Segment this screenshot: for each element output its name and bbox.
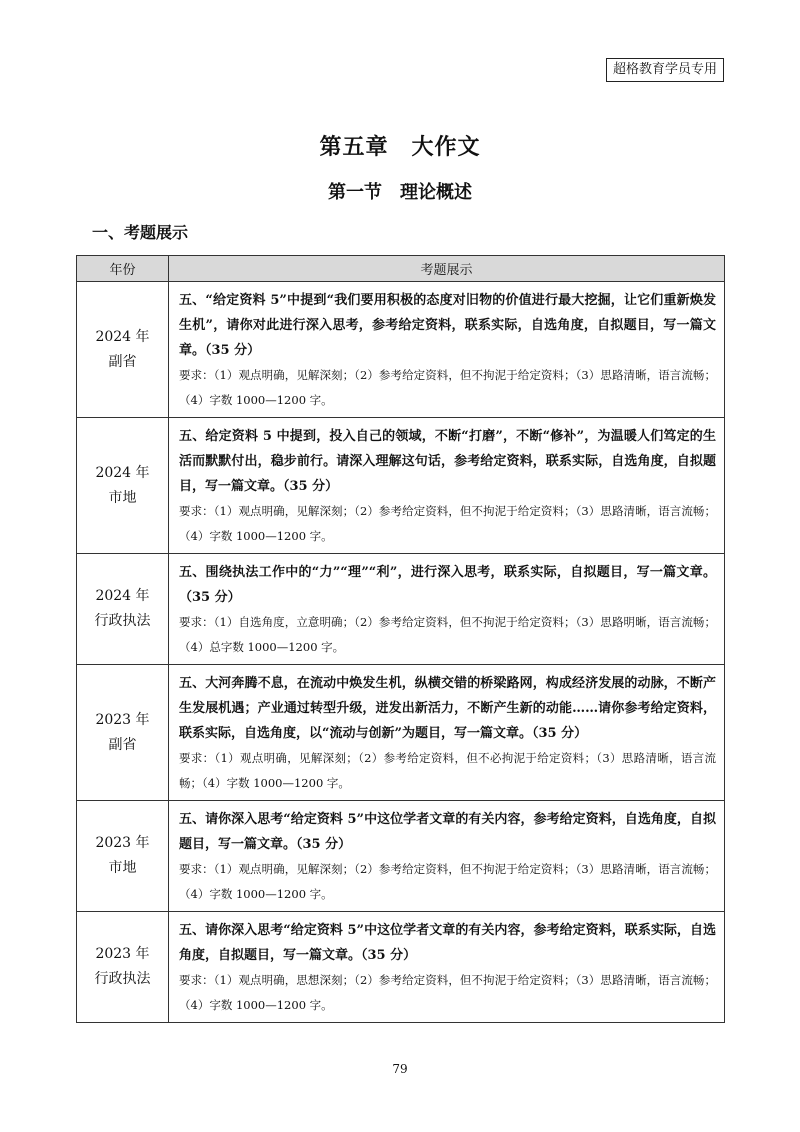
question-text: 五、请你深入思考“给定资料 5”中这位学者文章的有关内容，参考给定资料，自选角度，自拟题目，写一篇文章。（35 分） [179,812,716,852]
content-cell [169,554,725,665]
year-label: 2023 年 [95,835,150,851]
category-label: 副省 [108,353,137,370]
category-label: 市地 [108,489,137,506]
year-label: 2024 年 [95,464,150,481]
requirements-text: 要求：（1）观点明确，思想深刻；（2）参考给定资料，但不拘泥于给定资料；（3）思路清晰，语言流畅；（4）字数 1000—1200 字。 [179,973,716,1012]
table-row [77,801,725,912]
requirements-text: 要求：（1）观点明确，见解深刻；（2）参考给定资料，但不拘泥于给定资料；（3）思路清晰，语言流畅；（4）字数 1000—1200 字。 [179,504,716,543]
year-cell [77,554,169,665]
header-content: 考题展示 [169,256,725,282]
content-cell [169,282,725,418]
content-cell [169,418,725,554]
question-text: 五、围绕执法工作中的“力”“理”“利”，进行深入思考，联系实际，自拟题目，写一篇文章。（35 分） [179,565,716,605]
year-label: 2024 年 [95,328,150,345]
question-text: 五、“给定资料 5”中提到“我们要用积极的态度对旧物的价值进行最大挖掘，让它们重新焕发生机”，请你对此进行深入思考，参考给定资料，联系实际，自选角度，自拟题目，写一篇文章。（35 分） [179,293,716,358]
category-label: 行政执法 [94,613,151,629]
year-label: 2023 年 [95,711,150,728]
category-label: 市地 [108,860,137,876]
table-row [77,912,725,1023]
requirements-text: 要求：（1）观点明确，见解深刻；（2）参考给定资料，但不拘泥于给定资料；（3）思路清晰，语言流畅；（4）字数 1000—1200 字。 [179,862,716,901]
table-row [77,665,725,801]
table-row [77,554,725,665]
year-cell [77,912,169,1023]
requirements-text: 要求：（1）观点明确，见解深刻；（2）参考给定资料，但不必拘泥于给定资料；（3）思路清晰，语言流畅；（4）字数 1000—1200 字。 [179,751,716,790]
requirements-text: 要求：（1）自选角度，立意明确；（2）参考给定资料，但不拘泥于给定资料；（3）思路明晰，语言流畅；（4）总字数 1000—1200 字。 [179,615,716,654]
year-cell [77,801,169,912]
content-cell [169,665,725,801]
content-cell [169,912,725,1023]
question-text: 五、大河奔腾不息，在流动中焕发生机，纵横交错的桥梁路网，构成经济发展的动脉，不断产生发展机遇；产业通过转型升级，迸发出新活力，不断产生新的动能……请你参考给定资料，联系实际，自选角度，以“流动与创新”为题目，写一篇文章。（35 分） [179,676,716,741]
year-cell [77,665,169,801]
page-number: 79 [392,1062,408,1076]
category-label: 副省 [108,736,137,753]
table-header-row [77,256,725,282]
exam-questions-table [76,255,725,1023]
requirements-text: 要求：（1）观点明确，见解深刻；（2）参考给定资料，但不拘泥于给定资料；（3）思路清晰，语言流畅；（4）字数 1000—1200 字。 [179,368,716,407]
question-text: 五、给定资料 5 中提到，投入自己的领域，不断“打磨”，不断“修补”，为温暖人们笃定的生活而默默付出，稳步前行。请深入理解这句话，参考给定资料，联系实际，自选角度，自拟题目，写一篇文章。（35 分） [179,429,716,494]
header-badge: 超格教育学员专用 [606,58,724,82]
question-text: 五、请你深入思考“给定资料 5”中这位学者文章的有关内容，参考给定资料，联系实际，自选角度，自拟题目，写一篇文章。（35 分） [179,923,716,963]
section-title: 第一节 理论概述 [328,182,472,203]
chapter-title: 第五章 大作文 [319,134,481,160]
category-label: 行政执法 [94,971,151,987]
header-year: 年份 [77,256,169,282]
subsection-title: 一、考题展示 [92,223,189,242]
year-cell [77,418,169,554]
year-label: 2024 年 [95,588,150,604]
table-row [77,282,725,418]
year-label: 2023 年 [95,946,150,962]
year-cell [77,282,169,418]
content-cell [169,801,725,912]
table-row [77,418,725,554]
